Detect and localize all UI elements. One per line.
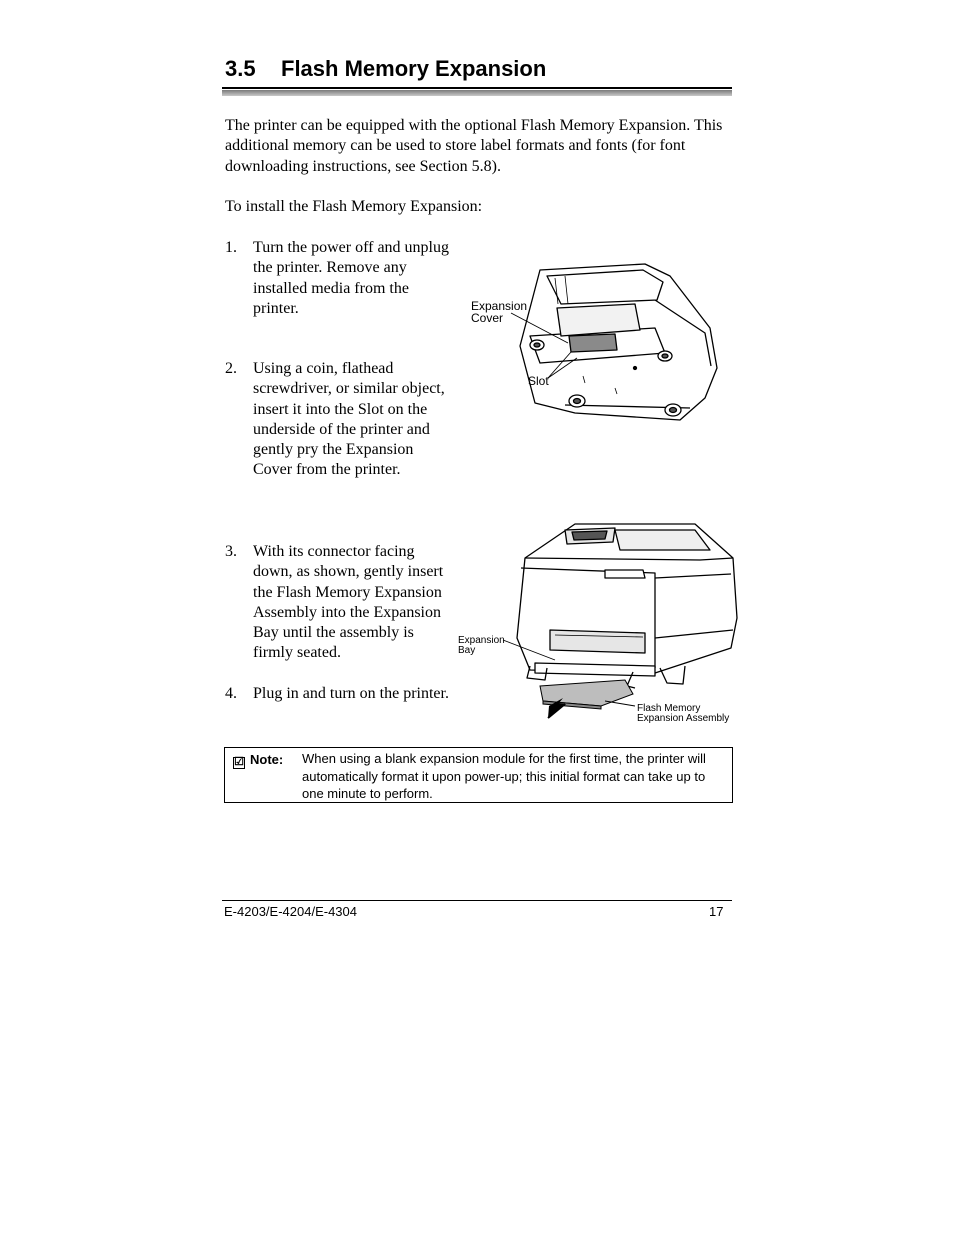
- footer-rule: [222, 900, 732, 901]
- printer-expansion-bay-illustration: [455, 518, 740, 728]
- heading-rule: [222, 87, 732, 89]
- step-text: Turn the power off and unplug the printer. Remove any installed media from the printer.: [253, 239, 449, 317]
- note-label: Note:: [250, 752, 284, 767]
- checkbox-icon: ☑: [234, 756, 244, 768]
- bay-label: Bay: [458, 645, 476, 656]
- step-number: 3.: [225, 543, 237, 560]
- note-label-group: [233, 751, 283, 769]
- cover-label: Cover: [471, 311, 504, 325]
- heading-shade-bar: [222, 90, 732, 96]
- note-box: [224, 747, 733, 803]
- step-text: With its connector facing down, as shown, gently insert the Flash Memory Expansion Assembly into the Expansion Bay until the assembly is firmly seated.: [253, 543, 444, 662]
- install-lead: To install the Flash Memory Expansion:: [225, 198, 483, 215]
- intro-paragraph: The printer can be equipped with the optional Flash Memory Expansion. This additional memory can be used to store label formats and fonts (for font downloading instructions, see Section 5.8).: [225, 117, 723, 175]
- footer-model: E-4203/E-4204/E-4304: [224, 904, 357, 919]
- step-number: 4.: [225, 685, 237, 702]
- step-text: Plug in and turn on the printer.: [253, 685, 449, 702]
- slot-label: Slot: [528, 374, 549, 388]
- step-number: 2.: [225, 360, 237, 377]
- page-number: 17: [709, 904, 724, 919]
- note-text: When using a blank expansion module for the first time, the printer will automatically format it upon power-up; this initial format can take up to one minute to perform.: [302, 751, 706, 801]
- expansion-assembly-label: Expansion Assembly: [637, 713, 730, 724]
- expansion-label: Expansion: [458, 635, 505, 646]
- expansion-label: Expansion: [471, 299, 528, 313]
- printer-underside-illustration: [465, 258, 725, 423]
- step-text: Using a coin, flathead screwdriver, or similar object, insert it into the Slot on the underside of the printer and gently pry the Expansion Cover from the printer.: [253, 360, 445, 479]
- section-title: Flash Memory Expansion: [281, 56, 547, 81]
- section-heading: [225, 56, 733, 82]
- section-number: 3.5: [225, 56, 256, 81]
- flash-memory-label: Flash Memory: [637, 703, 701, 714]
- step-number: 1.: [225, 239, 237, 256]
